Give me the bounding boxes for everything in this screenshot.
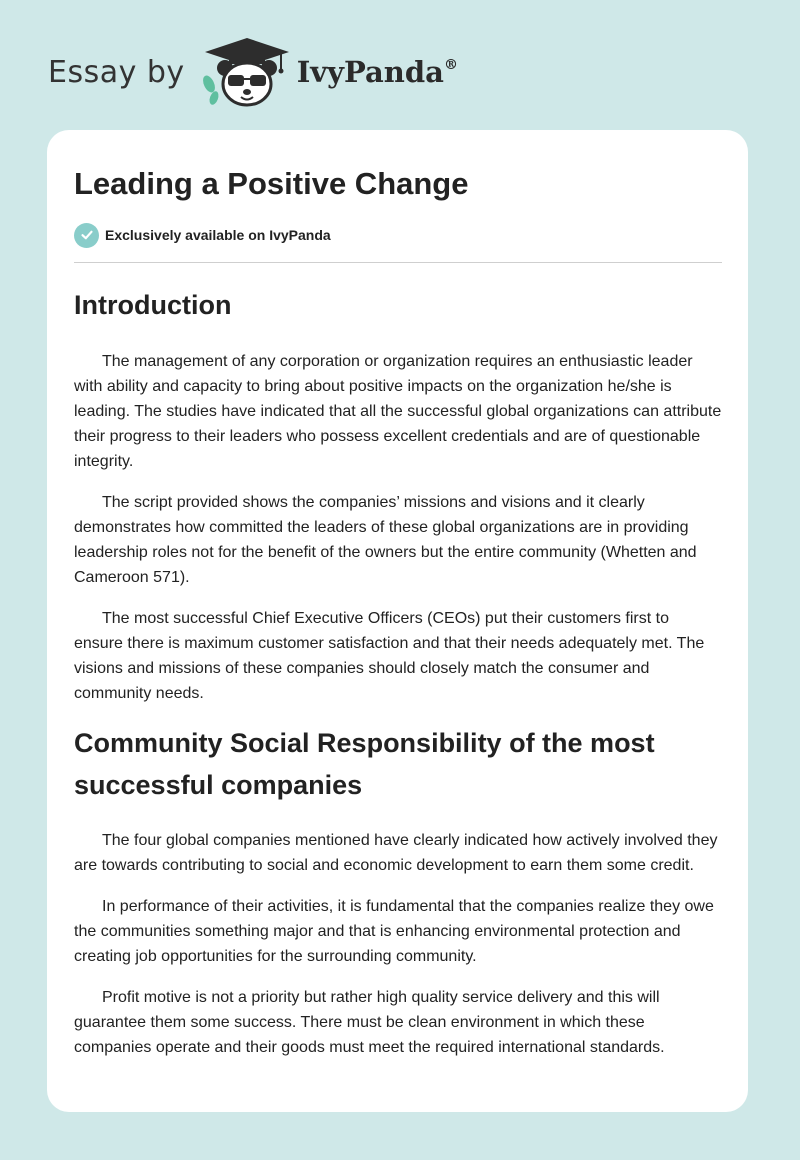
section-social-responsibility <box>74 828 722 1060</box>
registered-mark: ® <box>443 57 458 73</box>
paragraph: The management of any corporation or organization requires an enthusiastic leader with ability and capacity to bring about positive impacts on the organization he/she is leading. The studies have indicated that all the successful global organizations can attribute their progress to their leaders who possess excellent credentials and are of questionable integrity. <box>74 353 722 470</box>
article-card <box>47 130 748 1112</box>
paragraph: The script provided shows the companies’ missions and visions and it clearly demonstrates how committed the leaders of these global organizations are in providing leadership roles not for the benefit of the owners but the entire community (Whetten and Cameroon 571). <box>74 494 697 586</box>
section-introduction <box>74 349 722 706</box>
paragraph: In performance of their activities, it is fundamental that the companies realize they owe the communities something major and that is enhancing environmental protection and creating job opportunities for the surrounding community. <box>74 898 714 965</box>
section-heading-social-responsibility: Community Social Responsibility of the most successful companies <box>74 728 655 800</box>
exclusive-badge <box>74 222 722 248</box>
essay-by-label: Essay by <box>48 54 185 90</box>
check-circle-icon <box>74 223 99 248</box>
brand-name[interactable]: IvyPanda® <box>296 55 458 89</box>
page-title: Leading a Positive Change <box>74 166 469 201</box>
exclusive-badge-label: Exclusively available on IvyPanda <box>105 227 331 243</box>
panda-graduate-icon <box>201 36 293 108</box>
paragraph: Profit motive is not a priority but rather high quality service delivery and this will guarantee them some success. There must be clean environment in which these companies operate and their goods must meet the required international standards. <box>74 989 665 1056</box>
section-heading-introduction: Introduction <box>74 290 232 320</box>
divider <box>74 262 722 263</box>
paragraph: The most successful Chief Executive Officers (CEOs) put their customers first to ensure there is maximum customer satisfaction and that their needs adequately met. The visions and missions of these companies should closely match the consumer and community needs. <box>74 610 705 702</box>
paragraph: The four global companies mentioned have clearly indicated how actively involved they are towards contributing to social and economic development to earn them some credit. <box>74 832 718 874</box>
site-header <box>48 36 548 108</box>
